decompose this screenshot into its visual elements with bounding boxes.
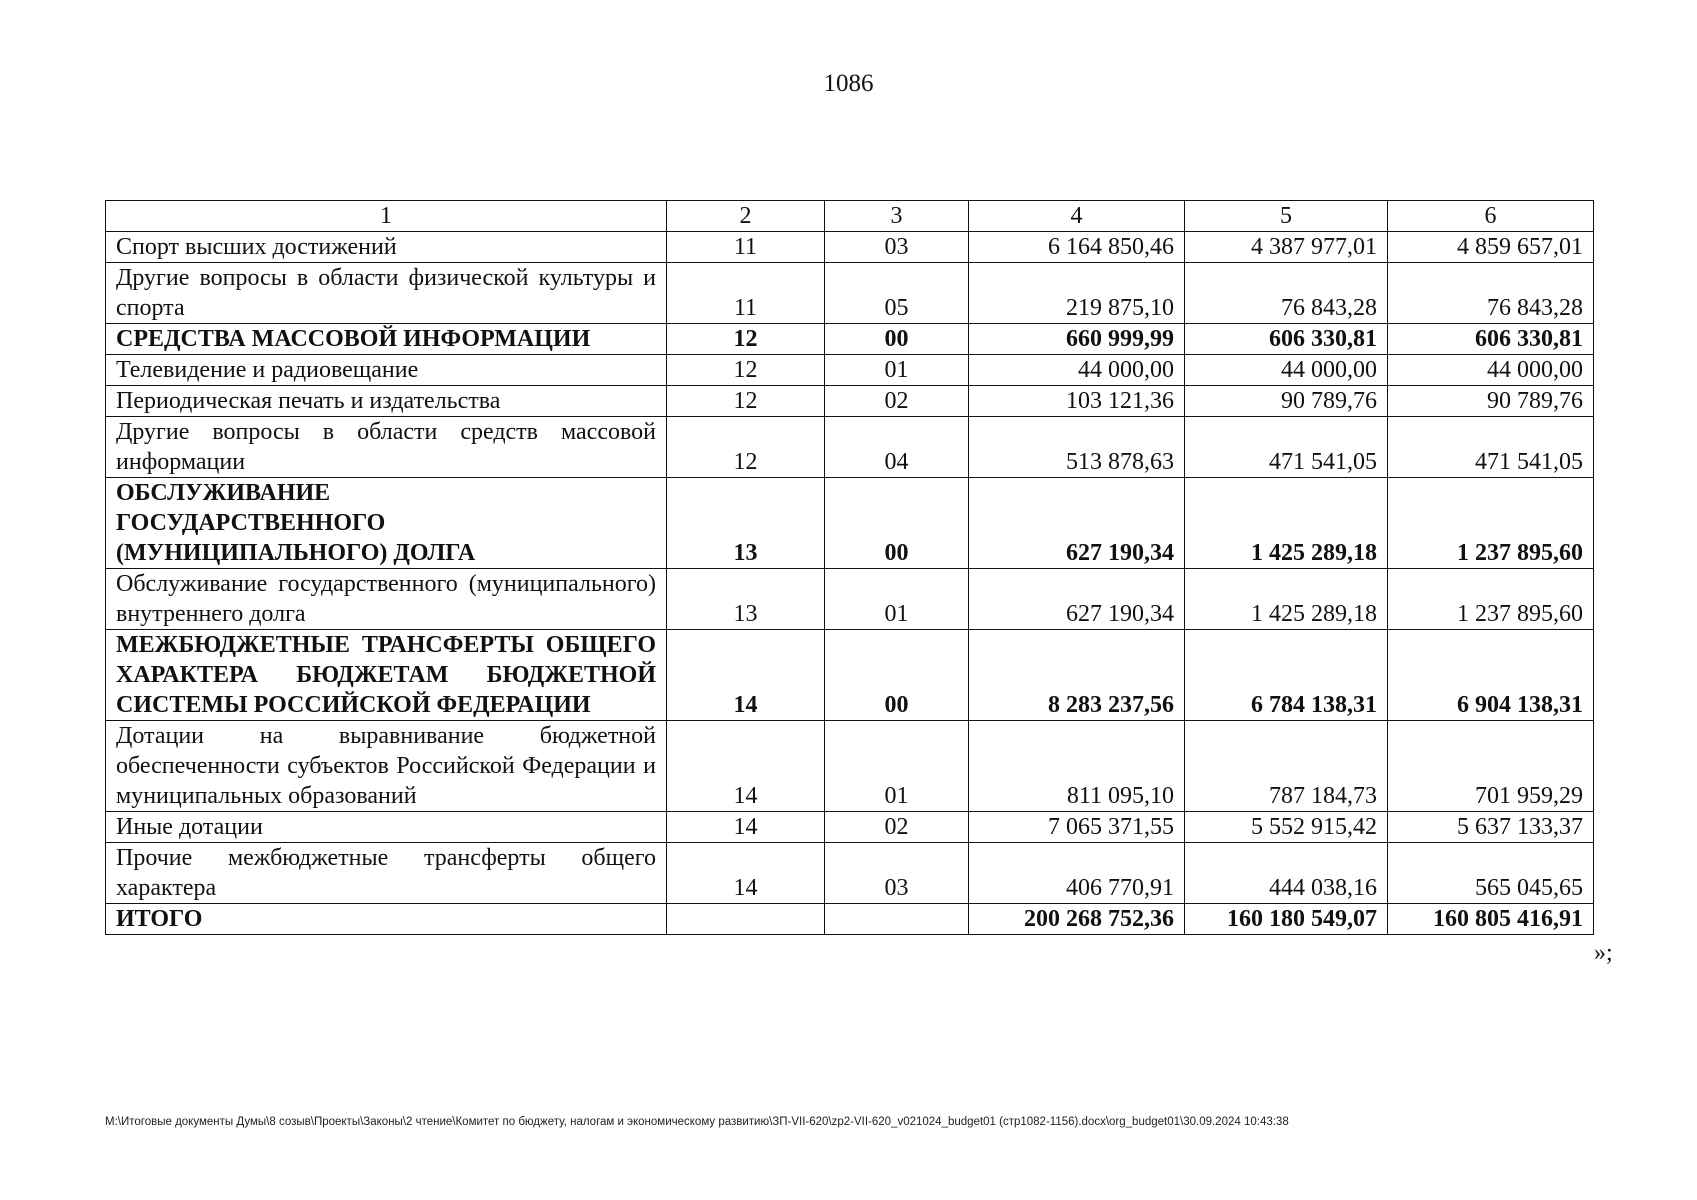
header-col-1: 1 bbox=[106, 201, 667, 232]
row-amount-4: 660 999,99 bbox=[969, 324, 1185, 355]
row-amount-6: 76 843,28 bbox=[1388, 263, 1594, 324]
row-name: Иные дотации bbox=[106, 812, 667, 843]
row-amount-6: 160 805 416,91 bbox=[1388, 904, 1594, 935]
row-section: 14 bbox=[667, 812, 825, 843]
row-section: 13 bbox=[667, 569, 825, 630]
row-amount-4: 6 164 850,46 bbox=[969, 232, 1185, 263]
row-name: ОБСЛУЖИВАНИЕ ГОСУДАРСТВЕННОГО (МУНИЦИПАЛЬНОГО) ДОЛГА bbox=[106, 478, 667, 569]
row-amount-6: 565 045,65 bbox=[1388, 843, 1594, 904]
row-name: Другие вопросы в области средств массовой информации bbox=[106, 417, 667, 478]
row-amount-5: 4 387 977,01 bbox=[1185, 232, 1388, 263]
row-section: 14 bbox=[667, 843, 825, 904]
row-amount-6: 1 237 895,60 bbox=[1388, 569, 1594, 630]
table-row bbox=[106, 843, 1594, 904]
table-row bbox=[106, 263, 1594, 324]
table-row bbox=[106, 417, 1594, 478]
table-row-section-total bbox=[106, 630, 1594, 721]
row-section bbox=[667, 904, 825, 935]
row-amount-6: 606 330,81 bbox=[1388, 324, 1594, 355]
header-col-2: 2 bbox=[667, 201, 825, 232]
row-amount-6: 44 000,00 bbox=[1388, 355, 1594, 386]
row-section: 12 bbox=[667, 417, 825, 478]
row-name: СРЕДСТВА МАССОВОЙ ИНФОРМАЦИИ bbox=[106, 324, 667, 355]
row-subsection: 01 bbox=[825, 721, 969, 812]
row-section: 11 bbox=[667, 263, 825, 324]
row-subsection: 05 bbox=[825, 263, 969, 324]
row-amount-4: 219 875,10 bbox=[969, 263, 1185, 324]
row-amount-5: 76 843,28 bbox=[1185, 263, 1388, 324]
table-row bbox=[106, 355, 1594, 386]
row-amount-4: 200 268 752,36 bbox=[969, 904, 1185, 935]
row-amount-4: 8 283 237,56 bbox=[969, 630, 1185, 721]
row-subsection: 02 bbox=[825, 386, 969, 417]
table-row bbox=[106, 721, 1594, 812]
row-amount-5: 1 425 289,18 bbox=[1185, 569, 1388, 630]
row-subsection: 04 bbox=[825, 417, 969, 478]
row-amount-5: 160 180 549,07 bbox=[1185, 904, 1388, 935]
row-name: Дотации на выравнивание бюджетной обеспеченности субъектов Российской Федерации и муниципальных образований bbox=[106, 721, 667, 812]
closing-quote-mark: »; bbox=[1594, 940, 1613, 966]
row-amount-5: 1 425 289,18 bbox=[1185, 478, 1388, 569]
header-col-5: 5 bbox=[1185, 201, 1388, 232]
row-subsection: 00 bbox=[825, 324, 969, 355]
row-amount-5: 444 038,16 bbox=[1185, 843, 1388, 904]
table-row-section-total bbox=[106, 324, 1594, 355]
page-number: 1086 bbox=[823, 70, 874, 97]
row-subsection: 00 bbox=[825, 478, 969, 569]
row-amount-4: 627 190,34 bbox=[969, 478, 1185, 569]
row-name: Телевидение и радиовещание bbox=[106, 355, 667, 386]
row-name: Обслуживание государственного (муниципального) внутреннего долга bbox=[106, 569, 667, 630]
header-col-3: 3 bbox=[825, 201, 969, 232]
table-row bbox=[106, 386, 1594, 417]
row-section: 12 bbox=[667, 324, 825, 355]
table-row-section-total bbox=[106, 478, 1594, 569]
row-subsection: 03 bbox=[825, 232, 969, 263]
table-header-row bbox=[106, 201, 1594, 232]
row-section: 13 bbox=[667, 478, 825, 569]
row-amount-6: 4 859 657,01 bbox=[1388, 232, 1594, 263]
row-amount-5: 6 784 138,31 bbox=[1185, 630, 1388, 721]
row-name: Прочие межбюджетные трансферты общего характера bbox=[106, 843, 667, 904]
row-section: 12 bbox=[667, 386, 825, 417]
row-subsection: 01 bbox=[825, 355, 969, 386]
row-name: МЕЖБЮДЖЕТНЫЕ ТРАНСФЕРТЫ ОБЩЕГО ХАРАКТЕРА БЮДЖЕТАМ БЮДЖЕТНОЙ СИСТЕМЫ РОССИЙСКОЙ ФЕДЕРАЦИИ bbox=[106, 630, 667, 721]
row-amount-6: 701 959,29 bbox=[1388, 721, 1594, 812]
row-name: Спорт высших достижений bbox=[106, 232, 667, 263]
row-name: ИТОГО bbox=[106, 904, 667, 935]
row-subsection: 03 bbox=[825, 843, 969, 904]
row-subsection: 02 bbox=[825, 812, 969, 843]
row-amount-4: 44 000,00 bbox=[969, 355, 1185, 386]
row-amount-6: 90 789,76 bbox=[1388, 386, 1594, 417]
row-section: 14 bbox=[667, 721, 825, 812]
row-subsection: 00 bbox=[825, 630, 969, 721]
row-name: Другие вопросы в области физической культуры и спорта bbox=[106, 263, 667, 324]
row-subsection bbox=[825, 904, 969, 935]
row-amount-5: 44 000,00 bbox=[1185, 355, 1388, 386]
row-amount-5: 90 789,76 bbox=[1185, 386, 1388, 417]
row-amount-5: 5 552 915,42 bbox=[1185, 812, 1388, 843]
row-amount-4: 513 878,63 bbox=[969, 417, 1185, 478]
footer-file-path: M:\Итоговые документы Думы\8 созыв\Проекты\Законы\2 чтение\Комитет по бюджету, налогам и экономическому развитию\ЗП-VII-620\zp2-VII-620_v021024_budget01 (стр1082-1156).docx\org_budget01\30.09.2024 10:43:38 bbox=[105, 1116, 1289, 1128]
row-amount-6: 6 904 138,31 bbox=[1388, 630, 1594, 721]
budget-table bbox=[105, 200, 1594, 935]
row-amount-5: 606 330,81 bbox=[1185, 324, 1388, 355]
row-amount-6: 5 637 133,37 bbox=[1388, 812, 1594, 843]
header-col-6: 6 bbox=[1388, 201, 1594, 232]
header-col-4: 4 bbox=[969, 201, 1185, 232]
row-section: 11 bbox=[667, 232, 825, 263]
row-amount-4: 811 095,10 bbox=[969, 721, 1185, 812]
table-row bbox=[106, 232, 1594, 263]
row-amount-4: 627 190,34 bbox=[969, 569, 1185, 630]
table-row-grand-total bbox=[106, 904, 1594, 935]
row-name: Периодическая печать и издательства bbox=[106, 386, 667, 417]
table-row bbox=[106, 569, 1594, 630]
row-section: 12 bbox=[667, 355, 825, 386]
table-row bbox=[106, 812, 1594, 843]
row-subsection: 01 bbox=[825, 569, 969, 630]
row-amount-6: 1 237 895,60 bbox=[1388, 478, 1594, 569]
row-amount-6: 471 541,05 bbox=[1388, 417, 1594, 478]
row-section: 14 bbox=[667, 630, 825, 721]
row-amount-4: 406 770,91 bbox=[969, 843, 1185, 904]
row-amount-5: 787 184,73 bbox=[1185, 721, 1388, 812]
row-amount-4: 103 121,36 bbox=[969, 386, 1185, 417]
row-amount-5: 471 541,05 bbox=[1185, 417, 1388, 478]
row-amount-4: 7 065 371,55 bbox=[969, 812, 1185, 843]
